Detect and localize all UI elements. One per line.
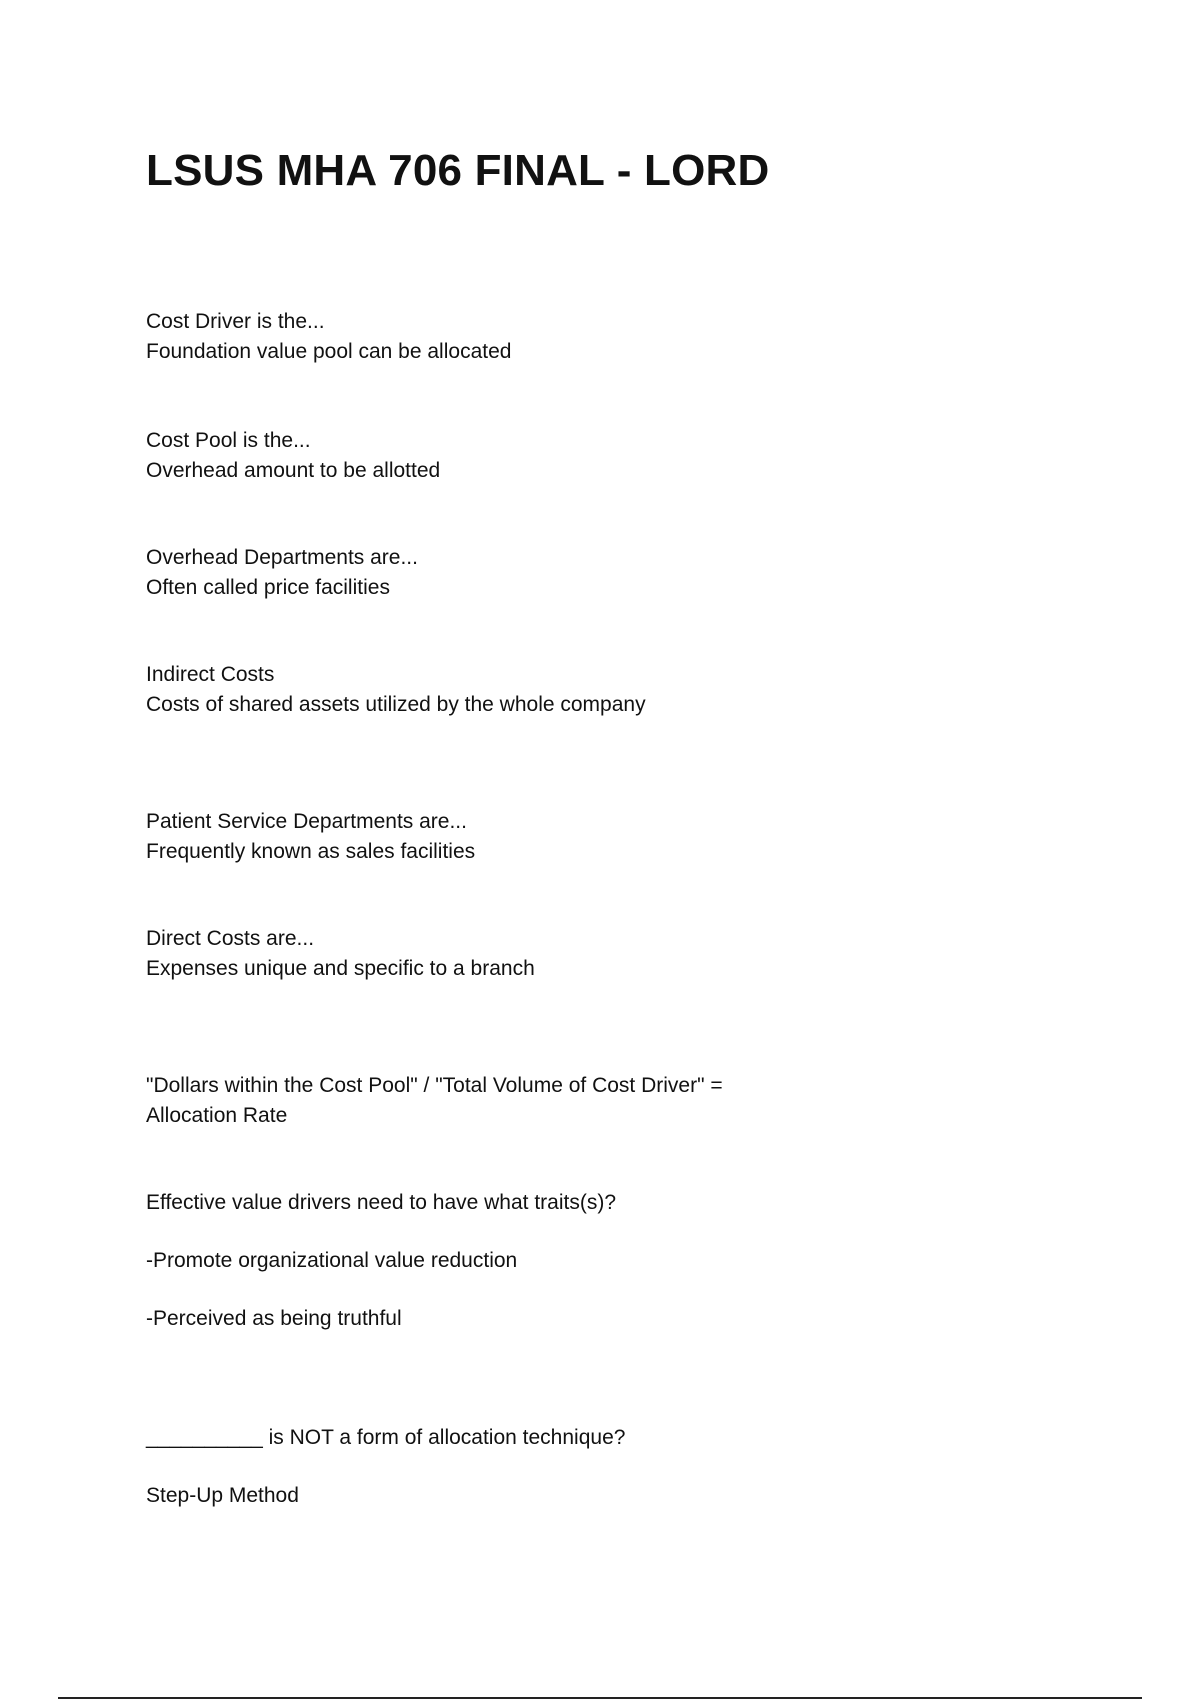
answer-text: Often called price facilities xyxy=(146,576,390,599)
flashcard-value-driver-traits xyxy=(146,1188,616,1334)
answer-text: Costs of shared assets utilized by the whole company xyxy=(146,693,646,716)
flashcard-allocation-technique xyxy=(146,1423,625,1511)
answer-text: -Promote organizational value reduction xyxy=(146,1249,518,1272)
question-text: Indirect Costs xyxy=(146,663,275,686)
question-text: Patient Service Departments are... xyxy=(146,810,467,833)
flashcard-direct-costs xyxy=(146,924,535,984)
question-text: Direct Costs are... xyxy=(146,927,315,950)
question-text: "Dollars within the Cost Pool" / "Total Volume of Cost Driver" = xyxy=(146,1074,723,1097)
flashcard-overhead-departments xyxy=(146,543,418,603)
page-bottom-rule xyxy=(58,1697,1142,1699)
answer-text: Foundation value pool can be allocated xyxy=(146,340,512,363)
flashcard-indirect-costs xyxy=(146,660,646,720)
answer-text: Expenses unique and specific to a branch xyxy=(146,957,535,980)
flashcard-patient-service-departments xyxy=(146,807,475,867)
document-title: LSUS MHA 706 FINAL - LORD xyxy=(146,146,770,195)
answer-text: Allocation Rate xyxy=(146,1104,288,1127)
question-text: Cost Pool is the... xyxy=(146,429,311,452)
question-text: Overhead Departments are... xyxy=(146,546,418,569)
answer-text: Step-Up Method xyxy=(146,1484,299,1507)
answer-text: Overhead amount to be allotted xyxy=(146,459,441,482)
answer-text: Frequently known as sales facilities xyxy=(146,840,476,863)
flashcard-allocation-rate xyxy=(146,1071,723,1131)
flashcard-cost-pool xyxy=(146,426,440,486)
question-text: Effective value drivers need to have what traits(s)? xyxy=(146,1191,617,1214)
question-text: Cost Driver is the... xyxy=(146,310,325,333)
flashcard-cost-driver xyxy=(146,307,511,367)
question-text: __________ is NOT a form of allocation technique? xyxy=(146,1426,626,1449)
answer-text: -Perceived as being truthful xyxy=(146,1307,402,1330)
